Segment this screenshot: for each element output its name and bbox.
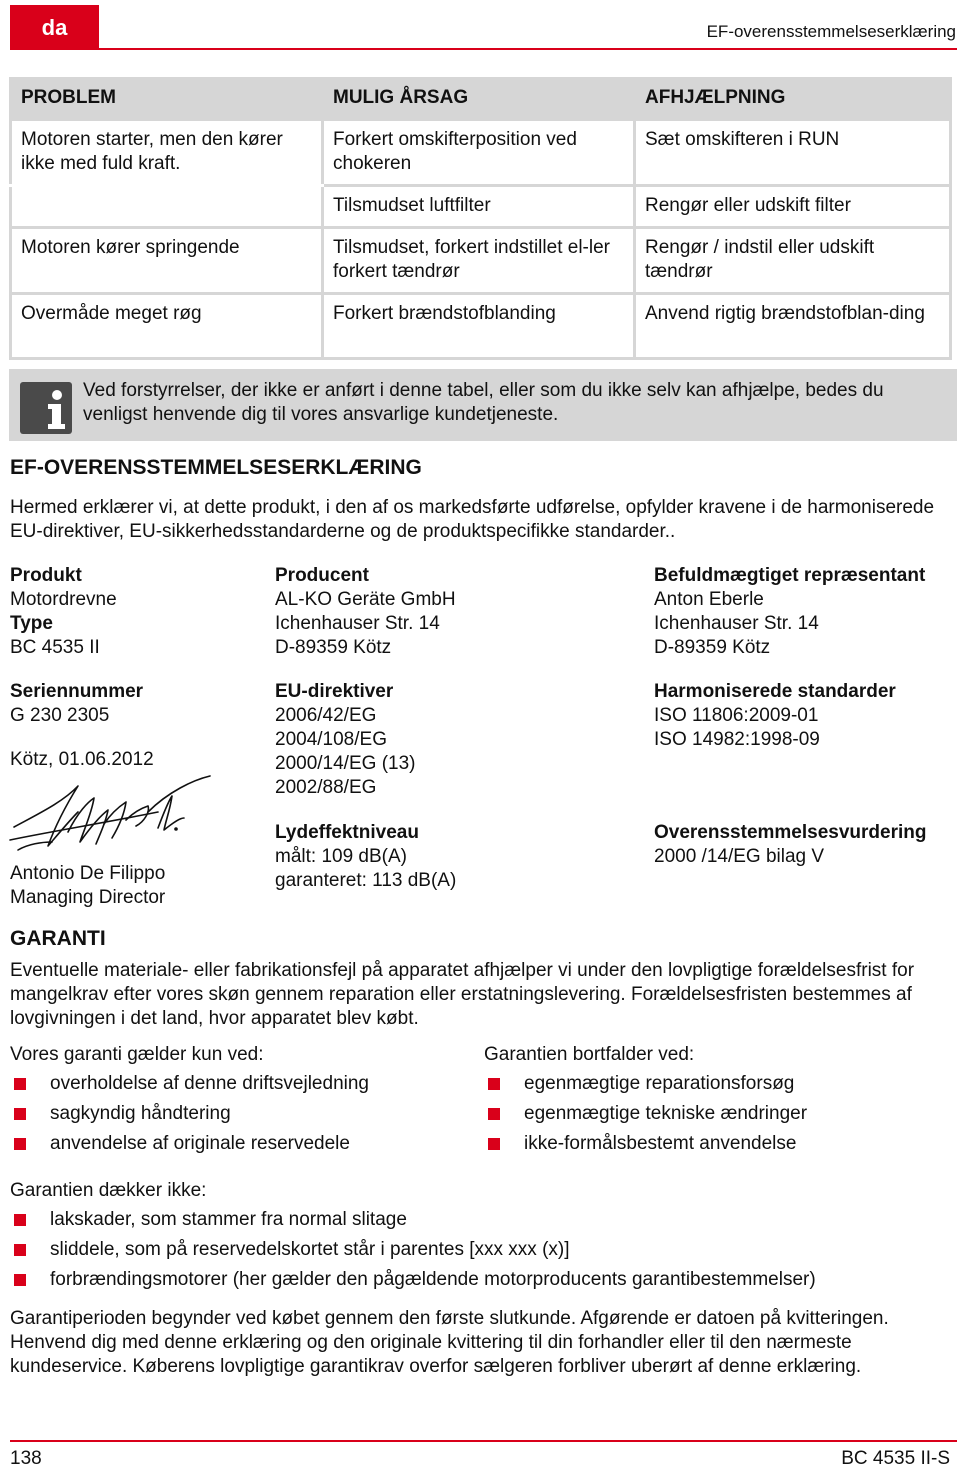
- table-row: [11, 186, 951, 228]
- signer-name: Antonio De Filippo: [10, 863, 166, 884]
- model-name: BC 4535 II-S: [841, 1448, 950, 1469]
- conformity-value: 2000 /14/EG bilag V: [654, 846, 825, 867]
- directive-item: 2006/42/EG: [275, 705, 377, 726]
- directive-item: 2002/88/EG: [275, 777, 377, 798]
- sound-measured: målt: 109 dB(A): [275, 846, 407, 867]
- table-row: [11, 120, 951, 186]
- signature-image: [8, 772, 213, 860]
- signer-block: [10, 862, 165, 910]
- producer-line: D-89359 Kötz: [275, 637, 392, 658]
- place-date: Kötz, 01.06.2012: [10, 749, 154, 770]
- conformity-label: Overensstemmelsesvurdering: [654, 822, 927, 843]
- language-tab: da: [10, 5, 99, 50]
- bullet-square-icon: [14, 1108, 26, 1120]
- list-item: egenmægtige tekniske ændringer: [484, 1099, 807, 1129]
- type-value: BC 4535 II: [10, 637, 100, 658]
- table-row: [11, 294, 951, 359]
- declaration-intro: Hermed erklærer vi, at dette produkt, i den af os markedsførte udførelse, opfylder kravene i de harmoniserede EU-direktiver, EU-sikkerhedsstandarderne og de produktspecifikke standarder..: [10, 497, 935, 542]
- sound-guaranteed: garanteret: 113 dB(A): [275, 870, 457, 891]
- producer-label: Producent: [275, 565, 369, 586]
- problem-cell: Motoren starter, men den kører ikke med fuld kraft.: [11, 120, 323, 186]
- bullet-square-icon: [488, 1108, 500, 1120]
- excluded-label: Garantien dækker ikke:: [10, 1180, 207, 1201]
- column-header: AFHJÆLPNING: [635, 79, 951, 120]
- problem-cell: Overmåde meget røg: [11, 294, 323, 359]
- producer-line: Ichenhauser Str. 14: [275, 613, 440, 634]
- column-header: MULIG ÅRSAG: [323, 79, 635, 120]
- product-block: [10, 564, 117, 660]
- declaration-heading: EF-OVERENSSTEMMELSESERKLÆRING: [10, 456, 422, 479]
- directives-label: EU-direktiver: [275, 681, 394, 702]
- excluded-list: [10, 1205, 816, 1295]
- signer-title: Managing Director: [10, 887, 166, 908]
- cause-cell: Tilsmudset, forkert indstillet el-ler forkert tændrør: [323, 228, 635, 294]
- header-title: EF-overensstemmelseserklæring: [706, 22, 956, 41]
- cause-cell: Tilsmudset luftfilter: [323, 186, 635, 228]
- remedy-cell: Anvend rigtig brændstofblan-ding: [635, 294, 951, 359]
- serial-label: Seriennummer: [10, 681, 144, 702]
- column-header: PROBLEM: [11, 79, 323, 120]
- sound-label: Lydeffektniveau: [275, 822, 419, 843]
- info-icon: [20, 382, 72, 434]
- standard-item: ISO 11806:2009-01: [654, 705, 819, 726]
- list-item: overholdelse af denne driftsvejledning: [10, 1069, 369, 1099]
- sound-block: [275, 821, 456, 893]
- standards-block: [654, 680, 896, 752]
- conformity-block: [654, 821, 926, 869]
- representative-block: [654, 564, 925, 660]
- serial-value: G 230 2305: [10, 705, 110, 726]
- bullet-square-icon: [14, 1244, 26, 1256]
- representative-line: D-89359 Kötz: [654, 637, 771, 658]
- representative-line: Anton Eberle: [654, 589, 764, 610]
- bullet-square-icon: [488, 1138, 500, 1150]
- table-row: [11, 228, 951, 294]
- directive-item: 2000/14/EG (13): [275, 753, 416, 774]
- standards-label: Harmoniserede standarder: [654, 681, 896, 702]
- cause-cell: Forkert omskifterposition ved chokeren: [323, 120, 635, 186]
- remedy-cell: Rengør / indstil eller udskift tændrør: [635, 228, 951, 294]
- bullet-square-icon: [14, 1138, 26, 1150]
- list-item: anvendelse af originale reservedele: [10, 1129, 369, 1159]
- void-list: [484, 1069, 807, 1159]
- list-item: sagkyndig håndtering: [10, 1099, 369, 1129]
- warranty-intro: Eventuelle materiale- eller fabrikationsfejl på apparatet afhjælper vi under den lovpligtige forældelsesfrist for mangelkrav efter vores skøn gennem reparation eller erstatningslevering. Forældelsesfristen bestemmes af lovgivningen i det land, hvor apparatet blev købt.: [10, 960, 915, 1029]
- serial-block: [10, 680, 154, 772]
- producer-line: AL-KO Geräte GmbH: [275, 589, 456, 610]
- standard-item: ISO 14982:1998-09: [654, 729, 820, 750]
- representative-line: Ichenhauser Str. 14: [654, 613, 819, 634]
- page-number: 138: [10, 1448, 42, 1469]
- problem-cell: Motoren kører springende: [11, 228, 323, 294]
- list-item: ikke-formålsbestemt anvendelse: [484, 1129, 807, 1159]
- troubleshooting-table: [9, 77, 952, 360]
- remedy-cell: Rengør eller udskift filter: [635, 186, 951, 228]
- bullet-square-icon: [14, 1078, 26, 1090]
- bullet-square-icon: [14, 1274, 26, 1286]
- problem-cell: [11, 186, 323, 228]
- bullet-square-icon: [488, 1078, 500, 1090]
- producer-block: [275, 564, 456, 660]
- header-rule: [99, 48, 957, 50]
- valid-list: [10, 1069, 369, 1159]
- table-header-row: [11, 79, 951, 120]
- product-label: Produkt: [10, 565, 82, 586]
- directives-block: [275, 680, 415, 800]
- info-note: [9, 369, 957, 441]
- list-item: sliddele, som på reservedelskortet står i parentes [xxx xxx (x)]: [10, 1235, 816, 1265]
- remedy-cell: Sæt omskifteren i RUN: [635, 120, 951, 186]
- void-label: Garantien bortfalder ved:: [484, 1044, 695, 1065]
- footer-rule: [10, 1440, 957, 1442]
- list-item: egenmægtige reparationsforsøg: [484, 1069, 807, 1099]
- valid-label: Vores garanti gælder kun ved:: [10, 1044, 264, 1065]
- cause-cell: Forkert brændstofblanding: [323, 294, 635, 359]
- representative-label: Befuldmægtiget repræsentant: [654, 565, 926, 586]
- type-label: Type: [10, 613, 53, 634]
- bullet-square-icon: [14, 1214, 26, 1226]
- info-text: Ved forstyrrelser, der ikke er anført i denne tabel, eller som du ikke selv kan afhjælpe, bedes du venligst henvende dig til vores ansvarlige kundetjeneste.: [83, 380, 884, 425]
- warranty-closing: Garantiperioden begynder ved købet gennem den første slutkunde. Afgørende er datoen på kvitteringen. Henvend dig med denne erklæring og den originale kvittering til din forhandler eller til den nærmeste kundeservice. Køberens lovpligtige garantikrav overfor sælgeren forbliver uberørt af denne erklæring.: [10, 1308, 889, 1377]
- product-value: Motordrevne: [10, 589, 117, 610]
- list-item: forbrændingsmotorer (her gælder den pågældende motorproducents garantibestemmelser): [10, 1265, 816, 1295]
- directive-item: 2004/108/EG: [275, 729, 387, 750]
- warranty-heading: GARANTI: [10, 927, 106, 950]
- list-item: lakskader, som stammer fra normal slitage: [10, 1205, 816, 1235]
